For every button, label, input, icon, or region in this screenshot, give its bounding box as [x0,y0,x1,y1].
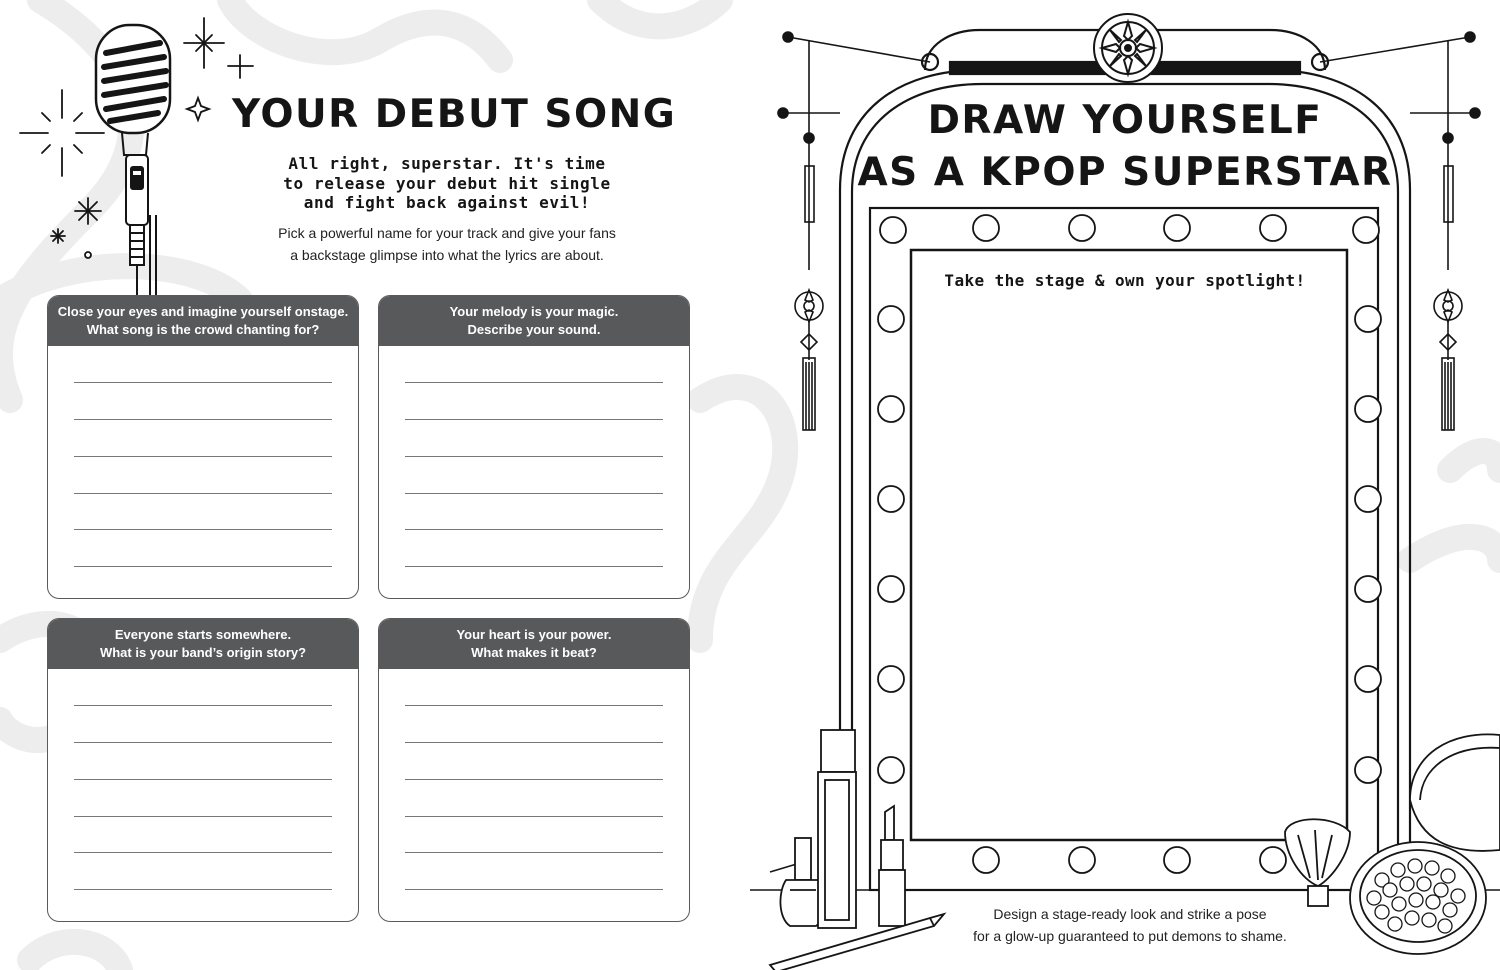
writing-line[interactable] [405,816,663,817]
tassel-icon [1320,32,1480,430]
intro-bold-line: to release your debut hit single [283,173,611,193]
writing-line[interactable] [74,419,332,420]
writing-line[interactable] [74,529,332,530]
writing-line[interactable] [405,852,663,853]
prompt-text: What makes it beat? [471,645,597,660]
compact-mirror-icon [1410,734,1500,851]
intro-line: a backstage glimpse into what the lyrics are about. [290,247,604,263]
prompt-card-sound [378,295,690,599]
prompt-text: Close your eyes and imagine yourself onstage. [57,304,349,319]
drawing-instructions [900,903,1360,947]
prompt-card-header [379,296,689,346]
writing-line[interactable] [405,566,663,567]
writing-line[interactable] [405,529,663,530]
right-page [750,0,1500,970]
prompt-card-crowd-song [47,295,359,599]
prompt-text: Describe your sound. [467,322,601,337]
writing-line[interactable] [74,456,332,457]
intro-bold-line: and fight back against evil! [303,193,591,212]
spotlight-caption: Take the stage & own your spotlight! [944,271,1306,290]
writing-line[interactable] [74,889,332,890]
writing-line[interactable] [405,419,663,420]
title-line: AS A KPOP SUPERSTAR [857,150,1393,195]
page-title: YOUR DEBUT SONG [232,92,677,137]
footer-line: for a glow-up guaranteed to put demons to shame. [973,928,1287,944]
prompt-card-origin-story [47,618,359,922]
page-title [750,95,1500,199]
prompt-card-header [48,296,358,346]
prompt-text: What is your band’s origin story? [99,645,307,660]
prompt-text: Your heart is your power. [456,627,612,642]
writing-line[interactable] [405,742,663,743]
prompt-text: Your melody is your magic. [449,304,619,319]
writing-line[interactable] [74,705,332,706]
writing-line[interactable] [74,493,332,494]
prompt-card-header [48,619,358,669]
writing-line[interactable] [405,456,663,457]
writing-line[interactable] [74,852,332,853]
drawing-area[interactable] [915,300,1343,835]
writing-line[interactable] [405,382,663,383]
writing-line[interactable] [405,493,663,494]
prompt-text: Everyone starts somewhere. [114,627,292,642]
writing-line[interactable] [74,816,332,817]
prompt-text: What song is the crowd chanting for? [86,322,320,337]
prompt-card-heart [378,618,690,922]
writing-line[interactable] [74,779,332,780]
blush-pearls-icon [1350,842,1486,954]
intro-bold-text [232,154,662,213]
writing-line[interactable] [74,566,332,567]
writing-line[interactable] [74,742,332,743]
prompt-card-header [379,619,689,669]
intro-bold-line: All right, superstar. It's time [288,154,606,173]
intro-line: Pick a powerful name for your track and give your fans [278,225,616,241]
flower-ornament-icon [1094,14,1162,82]
footer-line: Design a stage-ready look and strike a pose [993,906,1267,922]
writing-line[interactable] [405,705,663,706]
tassel-icon [778,32,930,430]
writing-line[interactable] [405,779,663,780]
intro-instructions [232,222,662,266]
writing-line[interactable] [74,382,332,383]
lip-gloss-icon [818,730,856,928]
title-line: DRAW YOURSELF [927,98,1323,143]
sparkle-icon [10,10,260,270]
writing-line[interactable] [405,889,663,890]
